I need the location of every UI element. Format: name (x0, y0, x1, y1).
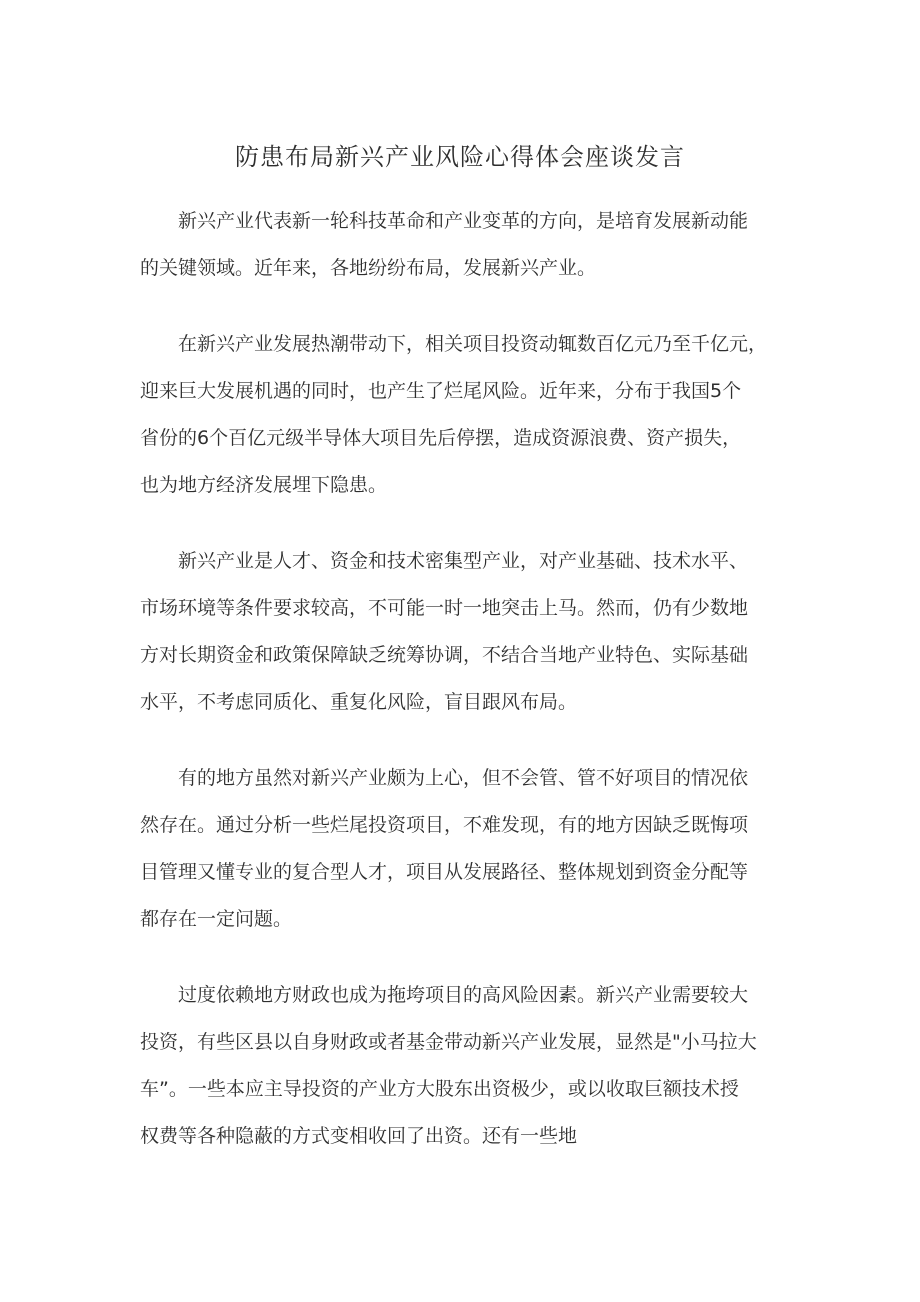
paragraph-4-line-1: 有的地方虽然对新兴产业颇为上心，但不会管、管不好项目的情况依 (178, 767, 749, 789)
paragraph-2 (140, 321, 800, 509)
paragraph-5-line-1: 过度依赖地方财政也成为拖垮项目的高风险因素。新兴产业需要较大 (178, 984, 749, 1006)
paragraph-1-line-2: 的关键领域。近年来，各地纷纷布局，发展新兴产业。 (140, 257, 597, 279)
paragraph-2-line-2: 迎来巨大发展机遇的同时，也产生了烂尾风险。近年来，分布于我国5个 (140, 380, 742, 402)
paragraph-3 (140, 538, 800, 726)
paragraph-3-line-4: 水平，不考虑同质化、重复化风险，盲目跟风布局。 (140, 691, 578, 713)
document-body (140, 198, 800, 1160)
paragraph-4-line-3: 目管理又懂专业的复合型人才，项目从发展路径、整体规划到资金分配等 (140, 861, 749, 883)
paragraph-2-line-4: 也为地方经济发展埋下隐患。 (140, 474, 388, 496)
paragraph-5-line-4: 权费等各种隐蔽的方式变相收回了出资。还有一些地 (140, 1125, 578, 1147)
paragraph-5 (140, 972, 800, 1160)
paragraph-3-line-2: 市场环境等条件要求较高，不可能一时一地突击上马。然而，仍有少数地 (140, 597, 749, 619)
paragraph-4-line-4: 都存在一定问题。 (140, 908, 293, 930)
paragraph-4-line-2: 然存在。通过分析一些烂尾投资项目，不难发现，有的地方因缺乏既悔项 (140, 814, 749, 836)
paragraph-1-line-1: 新兴产业代表新一轮科技革命和产业变革的方向，是培育发展新动能 (178, 210, 749, 232)
paragraph-5-line-3: 车”。一些本应主导投资的产业方大股东出资极少，或以收取巨额技术授 (140, 1078, 739, 1100)
paragraph-2-line-1: 在新兴产业发展热潮带动下，相关项目投资动辄数百亿元乃至千亿元， (178, 333, 768, 355)
paragraph-4 (140, 755, 800, 943)
paragraph-2-line-3: 省份的6个百亿元级半导体大项目先后停摆，造成资源浪费、资产损失， (140, 427, 742, 449)
paragraph-3-line-1: 新兴产业是人才、资金和技术密集型产业，对产业基础、技术水平、 (178, 550, 749, 572)
document-title: 防患布局新兴产业风险心得体会座谈发言 (235, 143, 685, 171)
paragraph-3-line-3: 方对长期资金和政策保障缺乏统筹协调，不结合当地产业特色、实际基础 (140, 644, 749, 666)
paragraph-1 (140, 198, 800, 292)
paragraph-5-line-2: 投资，有些区县以自身财政或者基金带动新兴产业发展，显然是"小马拉大 (140, 1031, 757, 1053)
